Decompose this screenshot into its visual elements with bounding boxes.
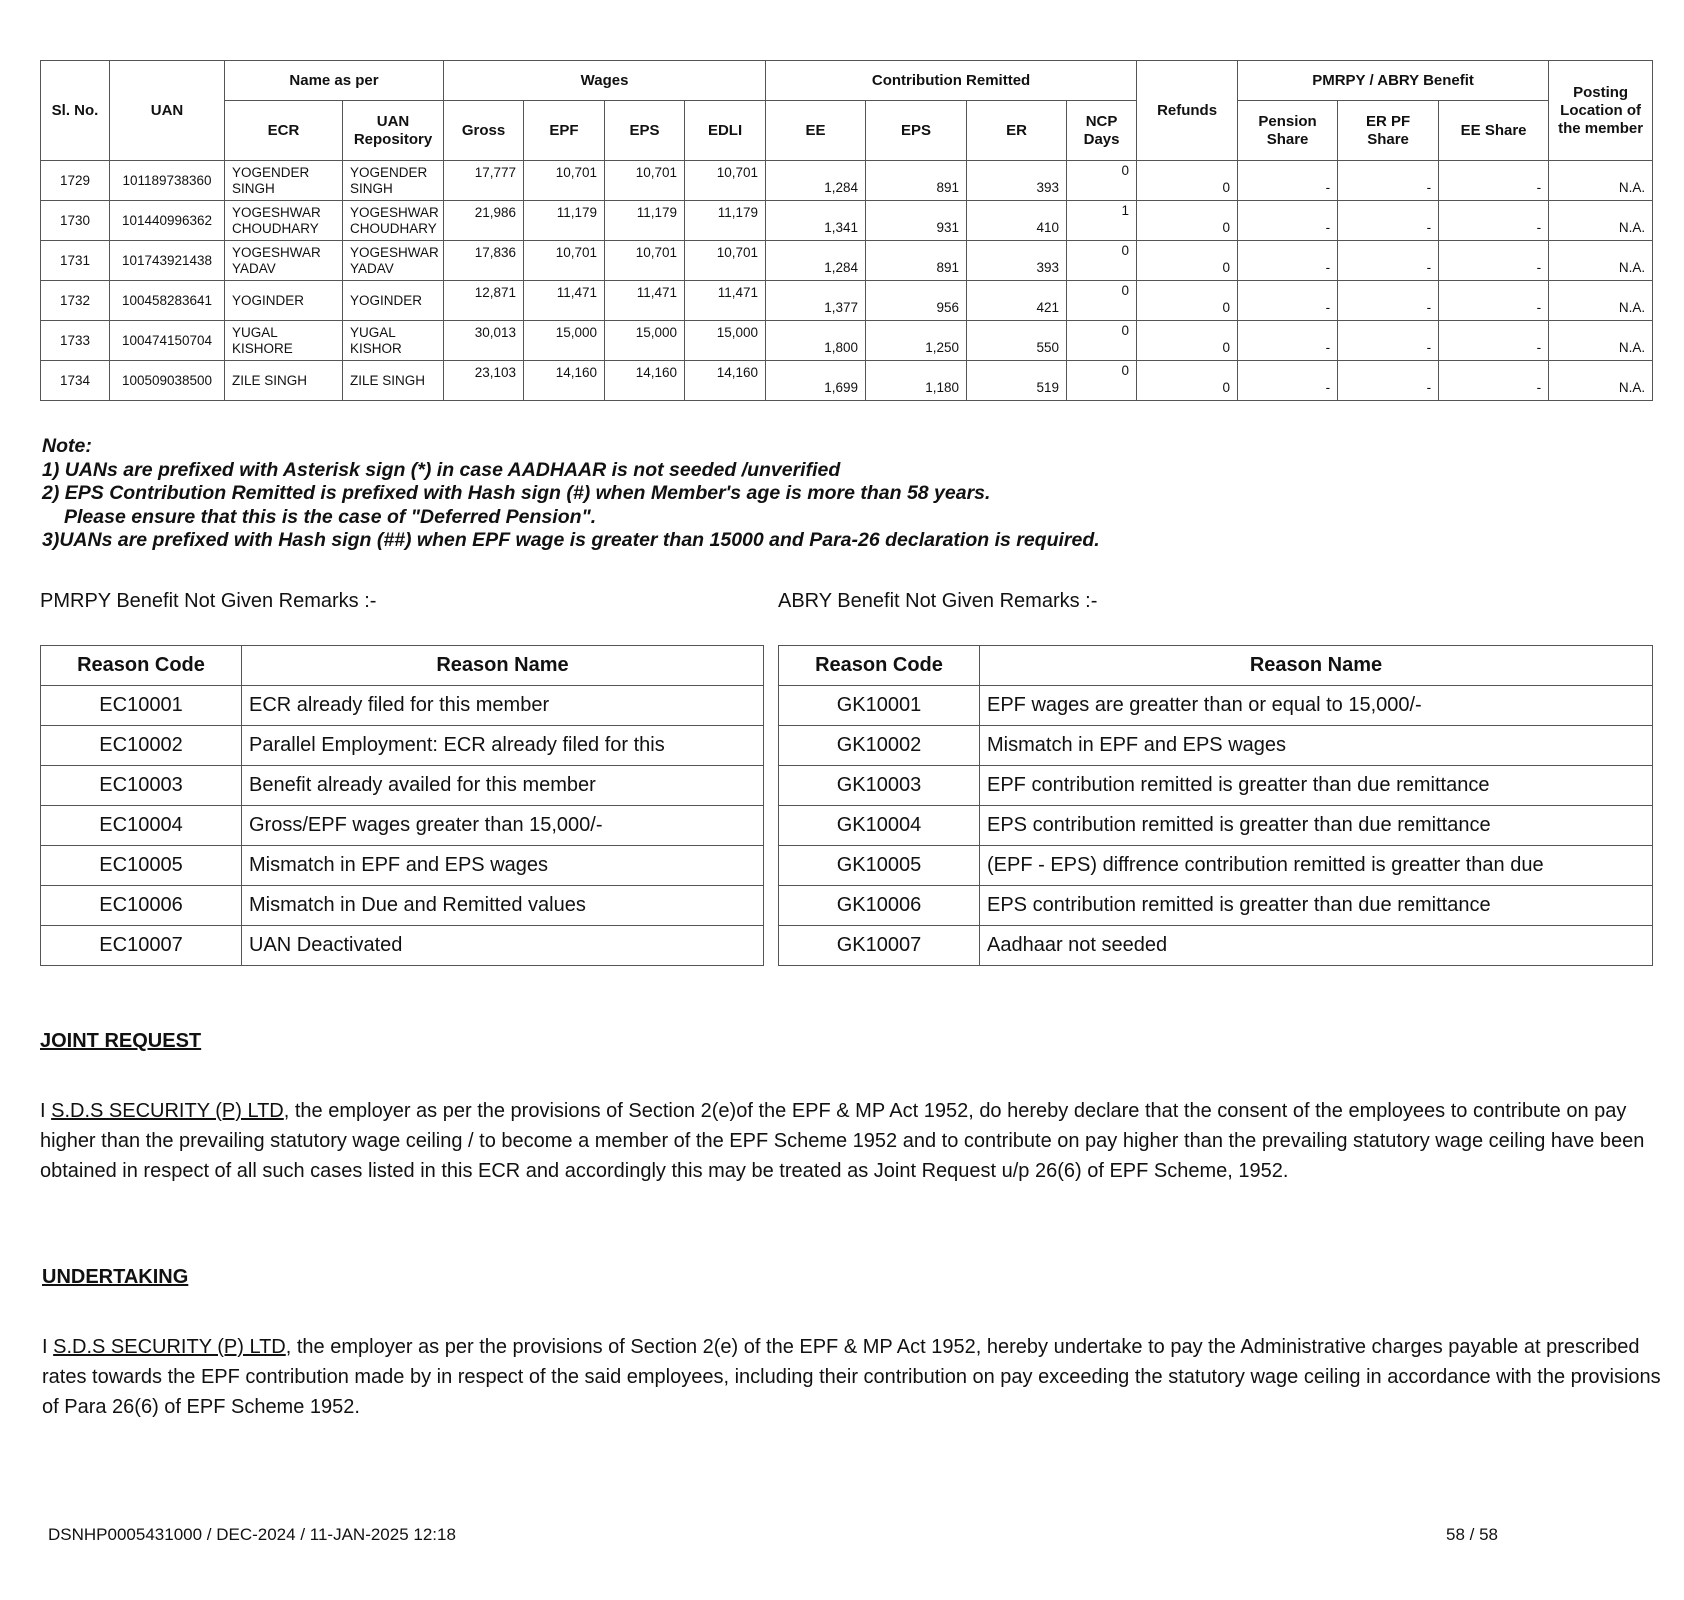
cell-posting-location: N.A. bbox=[1549, 161, 1653, 201]
cell-ee-share: - bbox=[1439, 241, 1549, 281]
cell-er-pf-share: - bbox=[1338, 161, 1439, 201]
cell-gross: 30,013 bbox=[444, 321, 524, 361]
table-row bbox=[41, 281, 1653, 321]
cell-sl-no: 1734 bbox=[41, 361, 110, 401]
cell-pension-share: - bbox=[1238, 161, 1338, 201]
reason-name: EPF wages are greatter than or equal to 15,000/- bbox=[980, 686, 1653, 726]
reason-name: EPS contribution remitted is greatter than due remittance bbox=[980, 886, 1653, 926]
list-item bbox=[41, 886, 764, 926]
cell-ee-share: - bbox=[1439, 281, 1549, 321]
cell-refunds: 0 bbox=[1137, 241, 1238, 281]
header-sl-no: Sl. No. bbox=[41, 61, 110, 161]
list-item bbox=[779, 846, 1653, 886]
cell-edli: 15,000 bbox=[685, 321, 766, 361]
cell-pension-share: - bbox=[1238, 321, 1338, 361]
reason-name: EPF contribution remitted is greatter than due remittance bbox=[980, 766, 1653, 806]
cell-er-pf-share: - bbox=[1338, 321, 1439, 361]
reason-code: EC10007 bbox=[41, 926, 242, 966]
note-title: Note: bbox=[42, 435, 92, 457]
cell-ee: 1,377 bbox=[766, 281, 866, 321]
cell-ee: 1,341 bbox=[766, 201, 866, 241]
header-er: ER bbox=[967, 101, 1067, 161]
cell-repo-name: YOGENDER SINGH bbox=[343, 161, 444, 201]
list-item bbox=[41, 926, 764, 966]
cell-gross: 21,986 bbox=[444, 201, 524, 241]
cell-uan: 100474150704 bbox=[110, 321, 225, 361]
cell-posting-location: N.A. bbox=[1549, 241, 1653, 281]
cell-er: 421 bbox=[967, 281, 1067, 321]
table-row bbox=[41, 201, 1653, 241]
list-item bbox=[41, 726, 764, 766]
cell-eps: 11,471 bbox=[605, 281, 685, 321]
header-ncp-days: NCP Days bbox=[1067, 101, 1137, 161]
cell-refunds: 0 bbox=[1137, 321, 1238, 361]
cell-posting-location: N.A. bbox=[1549, 321, 1653, 361]
undertaking-text: , the employer as per the provisions of Section 2(e) of the EPF & MP Act 1952, hereby undertake to pay the Administrative charges payable at prescribed rates towards the EPF contribution made by in respect of the said employees, including their contribution on pay exceeding the statutory wage ceiling in accordance with the provisions of Para 26(6) of EPF Scheme 1952. bbox=[42, 1336, 1661, 1418]
cell-eps-contribution: 1,250 bbox=[866, 321, 967, 361]
cell-ncp-days: 0 bbox=[1067, 361, 1137, 401]
cell-ee-share: - bbox=[1439, 161, 1549, 201]
cell-ncp-days: 0 bbox=[1067, 161, 1137, 201]
reason-code: EC10004 bbox=[41, 806, 242, 846]
abry-header-reason-code: Reason Code bbox=[779, 646, 980, 686]
cell-sl-no: 1729 bbox=[41, 161, 110, 201]
note-line-4: 3)UANs are prefixed with Hash sign (##) when EPF wage is greater than 15000 and Para-26 declaration is required. bbox=[42, 529, 1100, 551]
cell-posting-location: N.A. bbox=[1549, 201, 1653, 241]
reason-name: ECR already filed for this member bbox=[242, 686, 764, 726]
cell-ee: 1,800 bbox=[766, 321, 866, 361]
reason-code: EC10003 bbox=[41, 766, 242, 806]
header-pmrpy-abry: PMRPY / ABRY Benefit bbox=[1238, 61, 1549, 101]
cell-ee-share: - bbox=[1439, 201, 1549, 241]
list-item bbox=[779, 806, 1653, 846]
reason-code: EC10001 bbox=[41, 686, 242, 726]
abry-reason-table bbox=[778, 645, 1653, 966]
cell-eps-contribution: 891 bbox=[866, 161, 967, 201]
cell-ecr-name: YOGENDER SINGH bbox=[225, 161, 343, 201]
reason-code: EC10005 bbox=[41, 846, 242, 886]
cell-eps: 10,701 bbox=[605, 161, 685, 201]
reason-name: Benefit already availed for this member bbox=[242, 766, 764, 806]
list-item bbox=[779, 766, 1653, 806]
cell-sl-no: 1730 bbox=[41, 201, 110, 241]
list-item bbox=[779, 926, 1653, 966]
joint-request-text: , the employer as per the provisions of Section 2(e)of the EPF & MP Act 1952, do hereby declare that the consent of the employees to contribute on pay higher than the prevailing statutory wage ceiling / to become a member of the EPF Scheme 1952 and to contribute on pay higher than the prevailing statutory wage ceiling have been obtained in respect of all such cases listed in this ECR and accordingly this may be treated as Joint Request u/p 26(6) of EPF Scheme, 1952. bbox=[40, 1100, 1645, 1182]
cell-eps: 15,000 bbox=[605, 321, 685, 361]
cell-ncp-days: 0 bbox=[1067, 321, 1137, 361]
cell-ecr-name: ZILE SINGH bbox=[225, 361, 343, 401]
cell-repo-name: ZILE SINGH bbox=[343, 361, 444, 401]
joint-request-prefix: I bbox=[40, 1100, 52, 1122]
header-pension-share: Pension Share bbox=[1238, 101, 1338, 161]
cell-epf: 11,471 bbox=[524, 281, 605, 321]
cell-eps-contribution: 1,180 bbox=[866, 361, 967, 401]
cell-ecr-name: YOGESHWAR YADAV bbox=[225, 241, 343, 281]
cell-posting-location: N.A. bbox=[1549, 361, 1653, 401]
undertaking-prefix: I bbox=[42, 1336, 54, 1358]
cell-eps: 14,160 bbox=[605, 361, 685, 401]
cell-edli: 10,701 bbox=[685, 241, 766, 281]
cell-ee: 1,699 bbox=[766, 361, 866, 401]
cell-eps-contribution: 891 bbox=[866, 241, 967, 281]
header-contribution-remitted: Contribution Remitted bbox=[766, 61, 1137, 101]
pmrpy-header-reason-code: Reason Code bbox=[41, 646, 242, 686]
cell-uan: 101743921438 bbox=[110, 241, 225, 281]
header-posting-location: Posting Location of the member bbox=[1549, 61, 1653, 161]
pmrpy-header-reason-name: Reason Name bbox=[242, 646, 764, 686]
footer-reference: DSNHP0005431000 / DEC-2024 / 11-JAN-2025 12:18 bbox=[48, 1525, 456, 1544]
list-item bbox=[41, 686, 764, 726]
note-line-1: 1) UANs are prefixed with Asterisk sign (*) in case AADHAAR is not seeded /unverified bbox=[42, 458, 841, 481]
reason-name: Mismatch in Due and Remitted values bbox=[242, 886, 764, 926]
cell-repo-name: YOGESHWAR YADAV bbox=[343, 241, 444, 281]
cell-refunds: 0 bbox=[1137, 161, 1238, 201]
cell-pension-share: - bbox=[1238, 241, 1338, 281]
pmrpy-remarks-title: PMRPY Benefit Not Given Remarks :- bbox=[40, 590, 377, 612]
header-epf: EPF bbox=[524, 101, 605, 161]
cell-ecr-name: YOGINDER bbox=[225, 281, 343, 321]
cell-er-pf-share: - bbox=[1338, 201, 1439, 241]
cell-epf: 15,000 bbox=[524, 321, 605, 361]
abry-header-reason-name: Reason Name bbox=[980, 646, 1653, 686]
header-ecr: ECR bbox=[225, 101, 343, 161]
cell-edli: 10,701 bbox=[685, 161, 766, 201]
reason-name: Gross/EPF wages greater than 15,000/- bbox=[242, 806, 764, 846]
abry-remarks-title: ABRY Benefit Not Given Remarks :- bbox=[778, 590, 1098, 612]
cell-er: 410 bbox=[967, 201, 1067, 241]
header-ee-share: EE Share bbox=[1439, 101, 1549, 161]
header-uan-repository: UAN Repository bbox=[343, 101, 444, 161]
reason-code: EC10002 bbox=[41, 726, 242, 766]
cell-er-pf-share: - bbox=[1338, 361, 1439, 401]
cell-epf: 14,160 bbox=[524, 361, 605, 401]
cell-uan: 101189738360 bbox=[110, 161, 225, 201]
reason-code: GK10003 bbox=[779, 766, 980, 806]
cell-uan: 100509038500 bbox=[110, 361, 225, 401]
reason-name: EPS contribution remitted is greatter than due remittance bbox=[980, 806, 1653, 846]
cell-pension-share: - bbox=[1238, 281, 1338, 321]
table-row bbox=[41, 321, 1653, 361]
cell-ncp-days: 1 bbox=[1067, 201, 1137, 241]
employer-name: S.D.S SECURITY (P) LTD bbox=[53, 1336, 286, 1358]
cell-ee: 1,284 bbox=[766, 241, 866, 281]
header-edli: EDLI bbox=[685, 101, 766, 161]
header-eps-contribution: EPS bbox=[866, 101, 967, 161]
cell-uan: 100458283641 bbox=[110, 281, 225, 321]
cell-uan: 101440996362 bbox=[110, 201, 225, 241]
cell-gross: 17,777 bbox=[444, 161, 524, 201]
reason-code: GK10001 bbox=[779, 686, 980, 726]
cell-epf: 10,701 bbox=[524, 241, 605, 281]
note-block bbox=[42, 435, 1100, 553]
cell-epf: 10,701 bbox=[524, 161, 605, 201]
header-eps: EPS bbox=[605, 101, 685, 161]
list-item bbox=[41, 846, 764, 886]
cell-refunds: 0 bbox=[1137, 361, 1238, 401]
reason-code: EC10006 bbox=[41, 886, 242, 926]
table-row bbox=[41, 161, 1653, 201]
employer-name: S.D.S SECURITY (P) LTD bbox=[51, 1100, 284, 1122]
cell-eps: 10,701 bbox=[605, 241, 685, 281]
list-item bbox=[779, 886, 1653, 926]
header-wages: Wages bbox=[444, 61, 766, 101]
cell-pension-share: - bbox=[1238, 361, 1338, 401]
reason-name: Mismatch in EPF and EPS wages bbox=[242, 846, 764, 886]
list-item bbox=[41, 806, 764, 846]
cell-eps-contribution: 931 bbox=[866, 201, 967, 241]
cell-edli: 11,179 bbox=[685, 201, 766, 241]
header-uan: UAN bbox=[110, 61, 225, 161]
pmrpy-reason-table bbox=[40, 645, 764, 966]
cell-ee-share: - bbox=[1439, 361, 1549, 401]
list-item bbox=[779, 726, 1653, 766]
header-gross: Gross bbox=[444, 101, 524, 161]
page-number: 58 / 58 bbox=[1446, 1525, 1498, 1544]
table-row bbox=[41, 241, 1653, 281]
joint-request-paragraph bbox=[40, 1096, 1660, 1186]
header-ee: EE bbox=[766, 101, 866, 161]
cell-ncp-days: 0 bbox=[1067, 281, 1137, 321]
cell-ncp-days: 0 bbox=[1067, 241, 1137, 281]
cell-edli: 11,471 bbox=[685, 281, 766, 321]
cell-er: 393 bbox=[967, 241, 1067, 281]
cell-gross: 12,871 bbox=[444, 281, 524, 321]
cell-sl-no: 1731 bbox=[41, 241, 110, 281]
reason-name: (EPF - EPS) diffrence contribution remitted is greatter than due bbox=[980, 846, 1653, 886]
reason-code: GK10007 bbox=[779, 926, 980, 966]
reason-name: Aadhaar not seeded bbox=[980, 926, 1653, 966]
table-row bbox=[41, 361, 1653, 401]
undertaking-paragraph bbox=[42, 1332, 1662, 1422]
cell-sl-no: 1732 bbox=[41, 281, 110, 321]
cell-gross: 17,836 bbox=[444, 241, 524, 281]
cell-eps-contribution: 956 bbox=[866, 281, 967, 321]
cell-ee-share: - bbox=[1439, 321, 1549, 361]
cell-repo-name: YOGINDER bbox=[343, 281, 444, 321]
reason-code: GK10006 bbox=[779, 886, 980, 926]
header-er-pf-share: ER PF Share bbox=[1338, 101, 1439, 161]
cell-er-pf-share: - bbox=[1338, 281, 1439, 321]
list-item bbox=[779, 686, 1653, 726]
joint-request-title: JOINT REQUEST bbox=[40, 1030, 202, 1052]
cell-er: 519 bbox=[967, 361, 1067, 401]
cell-refunds: 0 bbox=[1137, 201, 1238, 241]
header-refunds: Refunds bbox=[1137, 61, 1238, 161]
cell-ecr-name: YUGAL KISHORE bbox=[225, 321, 343, 361]
header-name-as-per: Name as per bbox=[225, 61, 444, 101]
reason-name: Mismatch in EPF and EPS wages bbox=[980, 726, 1653, 766]
cell-repo-name: YUGAL KISHOR bbox=[343, 321, 444, 361]
cell-er: 393 bbox=[967, 161, 1067, 201]
reason-code: GK10005 bbox=[779, 846, 980, 886]
reason-code: GK10004 bbox=[779, 806, 980, 846]
cell-edli: 14,160 bbox=[685, 361, 766, 401]
note-line-2: 2) EPS Contribution Remitted is prefixed with Hash sign (#) when Member's age is more than 58 years. bbox=[42, 482, 991, 504]
cell-posting-location: N.A. bbox=[1549, 281, 1653, 321]
reason-code: GK10002 bbox=[779, 726, 980, 766]
cell-repo-name: YOGESHWAR CHOUDHARY bbox=[343, 201, 444, 241]
cell-er: 550 bbox=[967, 321, 1067, 361]
list-item bbox=[41, 766, 764, 806]
cell-epf: 11,179 bbox=[524, 201, 605, 241]
cell-sl-no: 1733 bbox=[41, 321, 110, 361]
cell-pension-share: - bbox=[1238, 201, 1338, 241]
cell-ee: 1,284 bbox=[766, 161, 866, 201]
cell-refunds: 0 bbox=[1137, 281, 1238, 321]
undertaking-title: UNDERTAKING bbox=[42, 1266, 189, 1288]
note-line-3: Please ensure that this is the case of "Deferred Pension". bbox=[64, 505, 597, 528]
cell-er-pf-share: - bbox=[1338, 241, 1439, 281]
cell-eps: 11,179 bbox=[605, 201, 685, 241]
ecr-member-table bbox=[40, 60, 1653, 401]
reason-name: UAN Deactivated bbox=[242, 926, 764, 966]
cell-gross: 23,103 bbox=[444, 361, 524, 401]
reason-name: Parallel Employment: ECR already filed for this bbox=[242, 726, 764, 766]
cell-ecr-name: YOGESHWAR CHOUDHARY bbox=[225, 201, 343, 241]
